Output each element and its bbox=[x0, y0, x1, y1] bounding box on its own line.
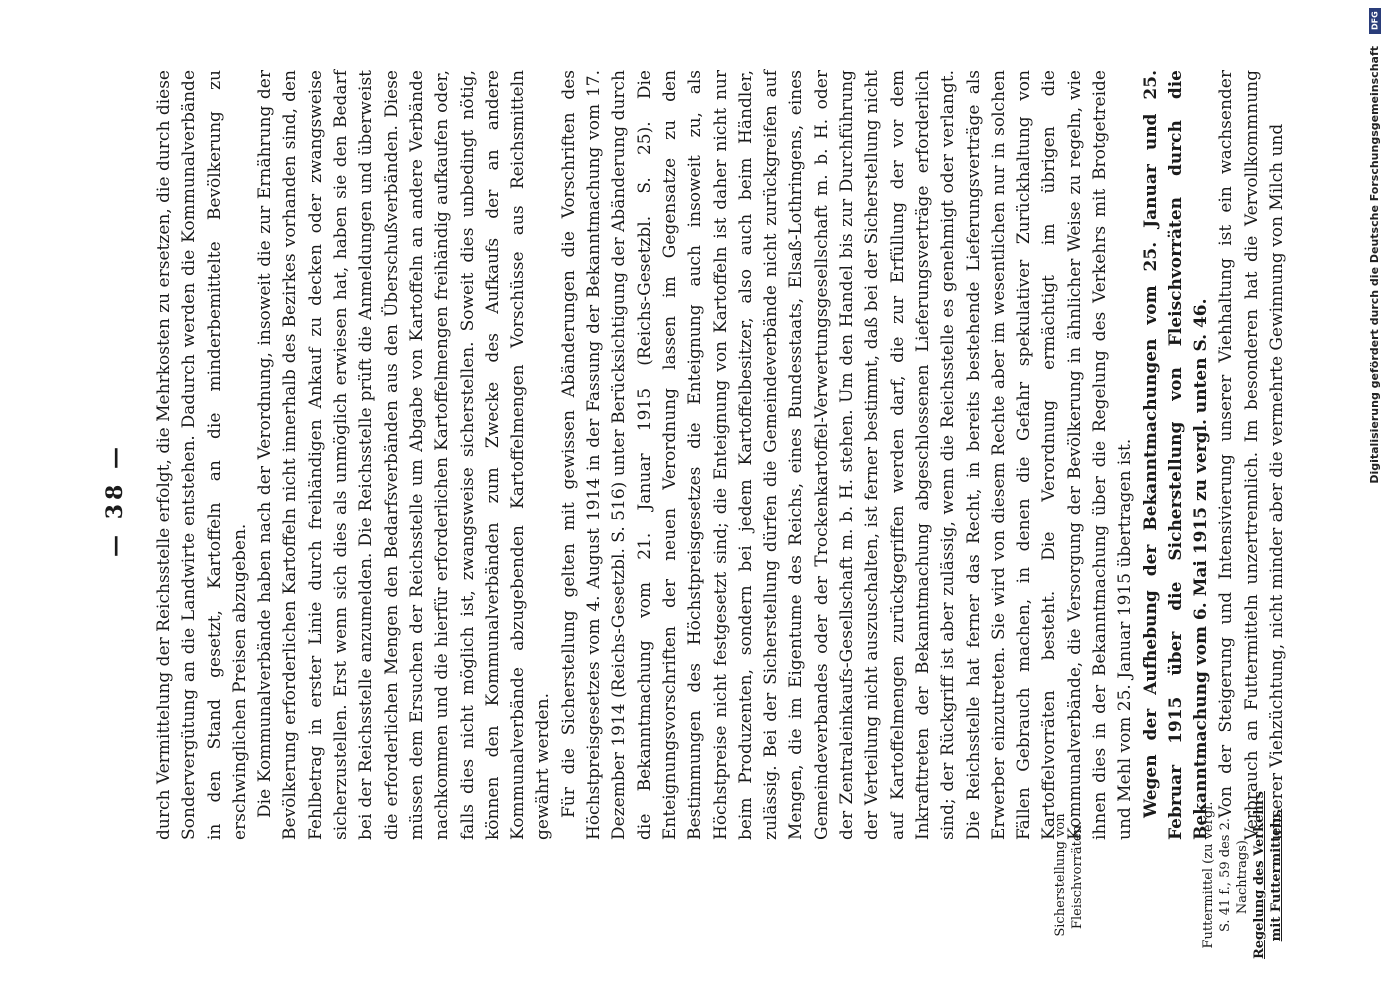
dfg-logo: DFG bbox=[1369, 8, 1381, 34]
margin-note-futter-ref2: S. 41 f., 59 des 2. Nachtrags). bbox=[1218, 817, 1250, 933]
margin-note-fleisch: Sicherstellung von Fleischvorräten. bbox=[1053, 813, 1085, 937]
body-text bbox=[152, 70, 1290, 840]
margin-note-futter-ref1: Futtermittel (zu vergl. bbox=[1201, 801, 1216, 949]
paragraph-kartoffel-kosten: durch Vermittelung der Reichsstelle erfolgt, die Mehrkosten zu ersetzen, die durch diese Sondervergütung an die Landwirte entstehen. Dadurch werden die Kommunalverbände in den Stand gesetzt, Kartoffeln an die minderbemittelte Bevölkerung zu erschwinglichen Preisen abzugeben. bbox=[154, 70, 250, 840]
paragraph-fleischvorraete: Wegen der Aufhebung der Bekanntmachungen vom 25. Januar und 25. Februar 1915 über die Sicherstellung von Fleischvorräten durch die Bekanntmachung vom 6. Mai 1915 zu vergl. unten S. 46. bbox=[1140, 70, 1212, 840]
paragraph-futtermittel: Von der Steigerung und Intensivierung unserer Viehhaltung ist ein wachsender Verbrauch an Futtermitteln unzertrennlich. Im besonderen hat die Vervollkommnung unserer Viehzüchtung, nicht minder aber die vermehrte Gewinnung von Milch und bbox=[1216, 70, 1288, 840]
dfg-credit-text: Digitalisierung gefördert durch die Deutsche Forschungsgemeinschaft bbox=[1368, 46, 1381, 484]
margin-note-futter-title: Regelung des Verkehrs mit Futtermitteln. bbox=[1252, 791, 1284, 960]
paragraph-sicherstellung: Für die Sicherstellung gelten mit gewissen Abänderungen die Vorschriften des Höchstpreisgesetzes vom 4. August 1914 in der Fassung der Bekanntmachung vom 17. Dezember 1914 (Reichs-Gesetzbl. S. 516) unter Berücksichtigung der Abänderung durch die Bekanntmachung vom 21. Januar 1915 (Reichs-Gesetzbl. S. 25). Die Enteignungsvorschriften der neuen Verordnung lassen im Gegensatze zu den Bestimmungen des Höchstpreisgesetzes die Enteignung auch insoweit zu, als Höchstpreise nicht festgesetzt sind; die Enteignung von Kartoffeln ist daher nicht nur beim Produzenten, sondern bei jedem Kartoffelbesitzer, also auch beim Händler, zulässig. Bei der Sicherstellung dürfen die Gemeindeverbände nicht zurückgreifen auf Mengen, die im Eigentume des Reichs, eines Bundesstaats, Elsaß-Lothringens, eines Gemeindeverbandes oder der Trockenkartoffel-Verwertungsgesellschaft m. b. H. oder der Zentraleinkaufs-Gesellschaft m. b. H. stehen. Um den Handel bis zur Durchführung der Verteilung nicht auszuschalten, ist ferner bestimmt, daß bei der Sicherstellung nicht auf Kartoffelmengen zurückgegriffen werden darf, die zur Erfüllung der vor dem Inkrafttreten der Bekanntmachung abgeschlossenen Lieferungsverträge erforderlich sind; der Rückgriff ist aber zulässig, wenn die Reichsstelle es genehmigt oder verlangt. Die Reichsstelle hat ferner das Recht, in bereits bestehende Lieferungsverträge als Erwerber einzutreten. Sie wird von diesem Rechte aber im wesentlichen nur in solchen Fällen Gebrauch machen, in denen die Gefahr spekulativer Zurückhaltung von Kartoffelvorräten besteht. Die Verordnung ermächtigt im übrigen die Kommunalverbände, die Versorgung der Bevölkerung in ähnlicher Weise zu regeln, wie ihnen dies in der Bekanntmachung über die Regelung des Verkehrs mit Brotgetreide und Mehl vom 25. Januar 1915 übertragen ist. bbox=[558, 70, 1136, 840]
paragraph-kommunalverbaende: Die Kommunalverbände haben nach der Verordnung, insoweit die zur Ernährung der Bevölkerung erforderlichen Kartoffeln nicht innerhalb des Bezirkes vorhanden sind, den Fehlbetrag in erster Linie durch freihändigen Ankauf zu decken oder zwangsweise sicherzustellen. Erst wenn sich dies als unmöglich erwiesen hat, haben sie den Bedarf bei der Reichsstelle anzumelden. Die Reichsstelle prüft die Anmeldungen und überweist die erforderlichen Mengen den Bedarfsverbänden aus den Überschußverbänden. Diese müssen dem Ersuchen der Reichsstelle um Abgabe von Kartoffeln an andere Verbände nachkommen und die hierfür erforderlichen Kartoffelmengen freihändig aufkaufen oder, falls dies nicht möglich ist, zwangsweise sicherstellen. Soweit dies unbedingt nötig, können den Kommunalverbänden zum Zwecke des Aufkaufs der an andere Kommunalverbände abzugebenden Kartoffelmengen Vorschüsse aus Reichsmitteln gewährt werden. bbox=[255, 70, 554, 840]
margin-note-futtermittel bbox=[1200, 790, 1285, 960]
page-number: — 38 — bbox=[102, 443, 128, 557]
